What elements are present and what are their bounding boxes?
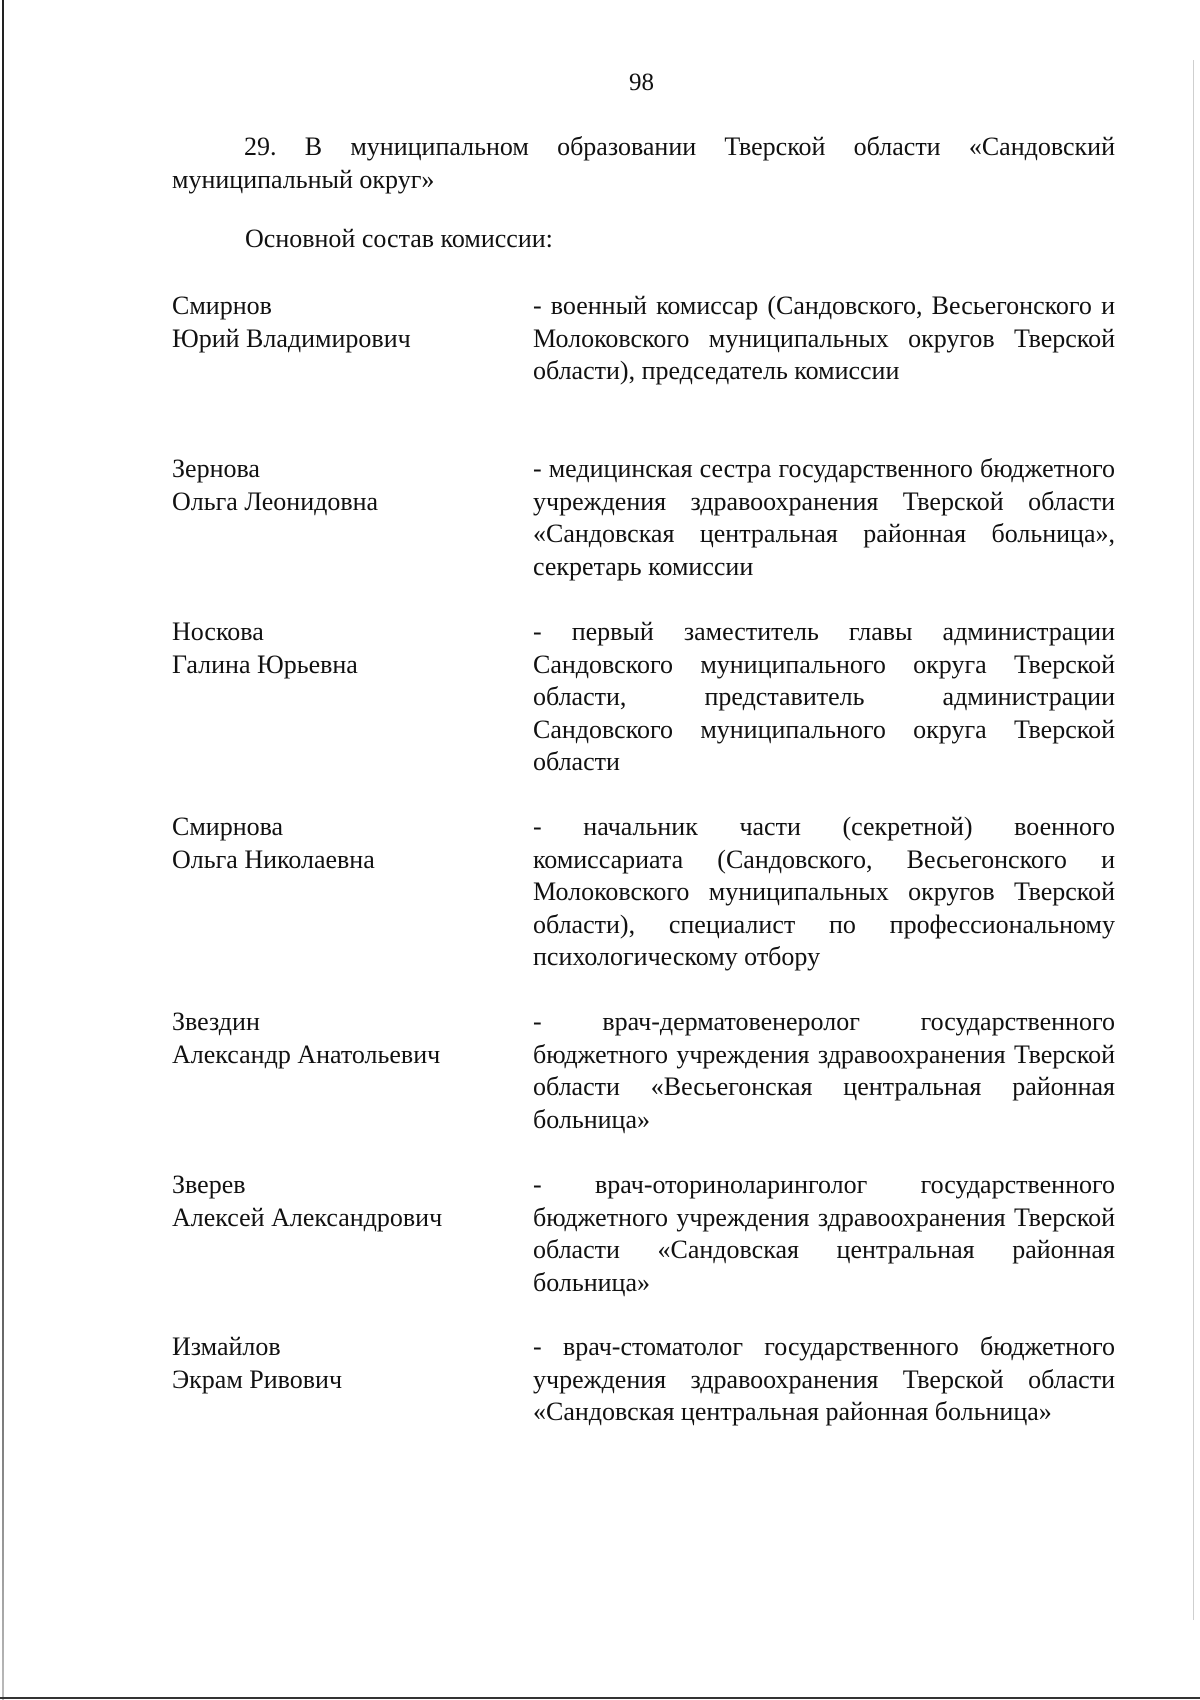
member-given-names: Ольга Николаевна bbox=[172, 844, 375, 874]
member-role: - врач-оториноларинголог государственного бюджетного учреждения здравоохранения Тверской области «Сандовская центральная районная больница» bbox=[533, 1170, 1115, 1297]
member-role: - врач-дерматовенеролог государственного бюджетного учреждения здравоохранения Тверской области «Весьегонская центральная районная больница» bbox=[533, 1007, 1115, 1134]
member-name bbox=[172, 1331, 512, 1396]
member-given-names: Ольга Леонидовна bbox=[172, 486, 379, 516]
member-role: - начальник части (секретной) военного комиссариата (Сандовского, Весьегонского и Молоковского муниципальных округов Тверской области), специалист по профессиональному психологическому отбору bbox=[533, 812, 1115, 971]
scan-edge-right bbox=[1193, 60, 1194, 1620]
member-given-names: Экрам Ривович bbox=[172, 1364, 343, 1394]
member-name bbox=[172, 1006, 512, 1071]
member-surname: Смирнова bbox=[172, 812, 284, 841]
member-name bbox=[172, 290, 512, 355]
scan-edge-left bbox=[2, 0, 4, 1700]
member-surname: Зверев bbox=[172, 1170, 246, 1199]
member-surname: Носкова bbox=[172, 617, 264, 646]
member-given-names: Юрий Владимирович bbox=[172, 323, 411, 353]
member-surname: Звездин bbox=[172, 1007, 260, 1036]
member-given-names: Галина Юрьевна bbox=[172, 649, 358, 679]
member-name bbox=[172, 1169, 512, 1234]
member-name bbox=[172, 811, 512, 876]
member-role: - первый заместитель главы администрации Сандовского муниципального округа Тверской области, представитель администрации Сандовского муниципального округа Тверской области bbox=[533, 617, 1115, 776]
member-given-names: Алексей Александрович bbox=[172, 1202, 443, 1232]
page-number: 98 bbox=[629, 69, 654, 96]
member-given-names: Александр Анатольевич bbox=[172, 1039, 441, 1069]
member-surname: Смирнов bbox=[172, 291, 272, 320]
member-role: - военный комиссар (Сандовского, Весьегонского и Молоковского муниципальных округов Тверской области), председатель комиссии bbox=[533, 291, 1115, 385]
section-heading: 29. В муниципальном образовании Тверской области «Сандовский муниципальный округ» bbox=[172, 132, 1115, 194]
member-name bbox=[172, 453, 512, 518]
member-name bbox=[172, 616, 512, 681]
member-surname: Измайлов bbox=[172, 1332, 281, 1361]
member-role: - медицинская сестра государственного бюджетного учреждения здравоохранения Тверской области «Сандовская центральная районная больница», секретарь комиссии bbox=[533, 454, 1115, 581]
member-role: - врач-стоматолог государственного бюджетного учреждения здравоохранения Тверской области «Сандовская центральная районная больница» bbox=[533, 1332, 1115, 1426]
scan-edge-bottom bbox=[0, 1697, 1200, 1699]
member-surname: Зернова bbox=[172, 454, 260, 483]
commission-subheading: Основной состав комиссии: bbox=[245, 224, 553, 253]
